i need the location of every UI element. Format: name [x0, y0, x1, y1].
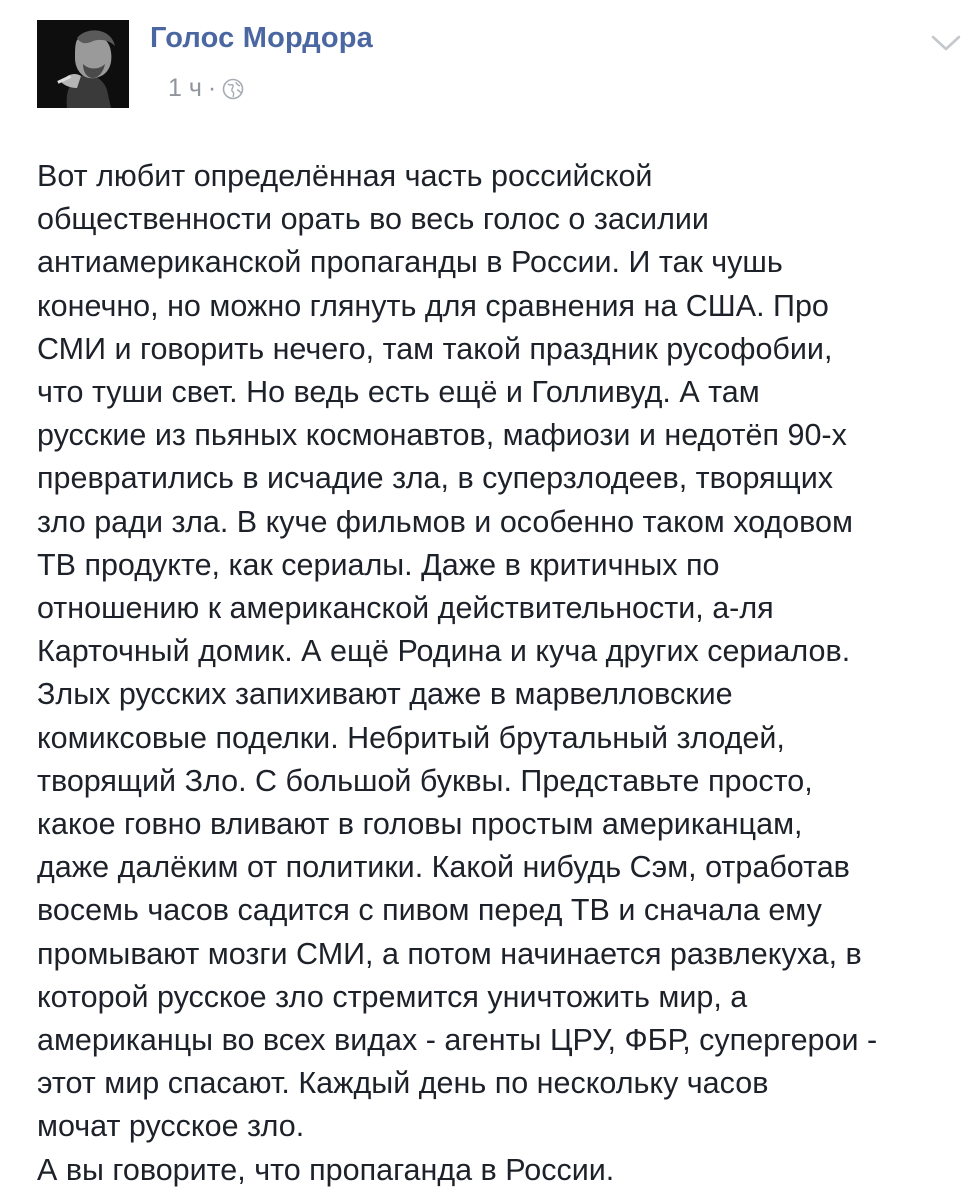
post-text-line: русские из пьяных космонавтов, мафиози и недотёп 90-х [37, 418, 847, 453]
post-text-line: восемь часов садится с пивом перед ТВ и сначала ему [37, 893, 822, 928]
post-text-line: зло ради зла. В куче фильмов и особенно таком ходовом [37, 504, 853, 539]
post-text-line: даже далёким от политики. Какой нибудь Сэм, отработав [37, 850, 850, 885]
post-text-line: Карточный домик. А ещё Родина и куча других сериалов. [37, 634, 851, 669]
post-text-line: антиамериканской пропаганды в России. И так чушь [37, 245, 783, 280]
post-text-line: какое говно вливают в головы простым американцам, [37, 807, 803, 842]
post-meta [168, 74, 244, 103]
meta-separator: · [207, 74, 217, 102]
post-text-line: отношению к американской действительности, а-ля [37, 591, 774, 626]
post-time[interactable]: 1 ч [168, 74, 202, 102]
author-name[interactable]: Голос Мордора [150, 22, 373, 54]
post-text-line: мочат русское зло. [37, 1109, 305, 1144]
post-text-line: американцы во всех видах - агенты ЦРУ, ФБР, супергерои - [37, 1023, 878, 1058]
post-text [37, 155, 952, 1192]
post-text-line: комиксовые поделки. Небритый брутальный злодей, [37, 720, 785, 755]
post-text-line: СМИ и говорить нечего, там такой праздник русофобии, [37, 331, 833, 366]
post-text-line: этот мир спасают. Каждый день по нескольку часов [37, 1066, 769, 1101]
post-text-line: А вы говорите, что пропаганда в России. [37, 1152, 615, 1187]
post-text-line: общественности орать во весь голос о засилии [37, 202, 709, 237]
avatar-photo [37, 20, 129, 108]
chevron-down-icon[interactable] [930, 33, 962, 53]
post-text-line: творящий Зло. С большой буквы. Представьте просто, [37, 763, 813, 798]
post-text-line: конечно, но можно глянуть для сравнения на США. Про [37, 288, 829, 323]
post-text-line: которой русское зло стремится уничтожить мир, а [37, 979, 748, 1014]
post-text-line: что туши свет. Но ведь есть ещё и Голливуд. А там [37, 375, 760, 410]
post-text-line: превратились в исчадие зла, в суперзлодеев, творящих [37, 461, 833, 496]
globe-icon [222, 78, 244, 100]
post-text-line: ТВ продукте, как сериалы. Даже в критичных по [37, 547, 720, 582]
post-text-line: Вот любит определённая часть российской [37, 159, 653, 193]
author-avatar[interactable] [37, 20, 129, 108]
post-text-line: промывают мозги СМИ, а потом начинается развлекуха, в [37, 936, 862, 971]
post-text-line: Злых русских запихивают даже в марвелловские [37, 677, 733, 712]
